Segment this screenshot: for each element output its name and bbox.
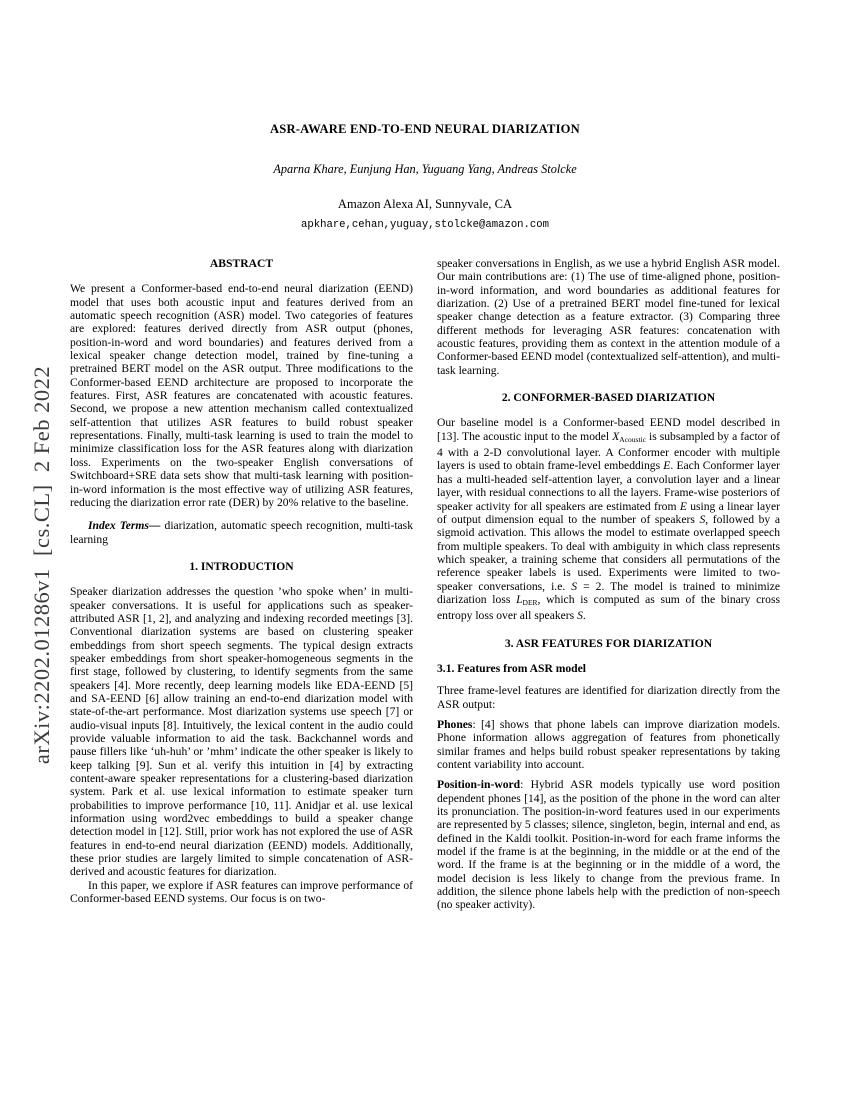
phones-paragraph: Phones: [4] shows that phone labels can improve diarization models. Phone information allows aggregation of features from phonetically similar frames and helps build robust speaker representations by taking content variability into account.	[437, 717, 780, 771]
features-from-asr-subheading: 3.1. Features from ASR model	[437, 661, 586, 675]
two-column-body	[70, 257, 780, 912]
paper-header	[0, 0, 850, 231]
left-column	[70, 257, 413, 912]
introduction-heading: 1. INTRODUCTION	[189, 559, 294, 573]
intro-paragraph-2: In this paper, we explore if ASR features can improve performance of Conformer-based EEND systems. Our focus is on two-	[70, 878, 413, 906]
intro-paragraph-1: Speaker diarization addresses the question ’who spoke when’ in multi-speaker conversations. It is useful for applications such as speaker-attributed ASR [1, 2], and analyzing and indexing recorded meetings [3]. Conventional diarization systems are based on clustering speaker embeddings from short speech segments. The typical design extracts speaker embeddings from short speaker-homogeneous segments in the first stage, followed by clustering, to identify segments from the same speakers [4]. More recently, deep learning models like EDA-EEND [5] and SA-EEND [6] allow training an end-to-end diarization model with state-of-the-art performance. Most diarization systems use speech [7] or audio-visual inputs [8]. Intuitively, the lexical content in the audio could provide valuable information to aid the task. Backchannel words and pause fillers like ‘uh-huh’ or ’mhm’ indicate the other speaker is likely to keep talking [9]. Sun et al. verify this intuition in [4] by extracting content-aware speaker representations for a clustering-based diarization system. Park et al. use lexical information to estimate speaker turn probabilities to improve performance [10, 11]. Anidjar et al. use lexical information using word2vec embeddings to build a speaker change detection model in [12]. Still, prior work has not explored the use of ASR features in end-to-end neural diarization (EEND) models. Additionally, these prior studies are largely limited to simple concatenation of ASR-derived and acoustic features for diarization.	[70, 585, 413, 879]
position-in-word-paragraph: Position-in-word: Hybrid ASR models typically use word position dependent phones [14], as the position of the phone in the word can alter its pronunciation. The position-in-word features used in our experiments are represented by 5 classes; silence, singleton, begin, internal and end, as defined in the Kaldi toolkit. Position-in-word for each frame informs the model if the frame is at the beginning, in the middle or at the end of the word. If the frame is at the beginning or in the middle of a word, the model decision is less likely to change from the previous frame. In addition, the silence phone labels help with the prediction of non-speech (no speaker activity).	[437, 778, 780, 912]
abstract-body: We present a Conformer-based end-to-end neural diarization (EEND) model that uses both acoustic input and features derived from an automatic speech recognition (ASR) model. Two categories of features are explored: features derived directly from ASR output (phones, position-in-word and word boundaries) and features derived from a lexical speaker change detection model, trained by fine-tuning a pretrained BERT model on the ASR output. Three modifications to the Conformer-based EEND architecture are proposed to incorporate the features. First, ASR features are concatenated with acoustic features. Second, we propose a new attention mechanism called contextualized self-attention that utilizes ASR features to build robust speaker representations. Finally, multi-task learning is used to train the model to minimize classification loss for the ASR features along with diarization loss. Experiments on the two-speaker English conversations of Switchboard+SRE data sets show that multi-task learning with position-in-word information is the most effective way of utilizing ASR features, reducing the diarization error rate (DER) by 20% relative to the baseline.	[70, 282, 413, 509]
paper-title: ASR-AWARE END-TO-END NEURAL DIARIZATION	[270, 122, 580, 136]
right-column	[437, 257, 780, 912]
paper-affiliation: Amazon Alexa AI, Sunnyvale, CA	[337, 197, 513, 211]
paper-authors: Aparna Khare, Eunjung Han, Yuguang Yang, Andreas Stolcke	[273, 162, 577, 176]
arxiv-watermark: arXiv:2202.01286v1 [cs.CL] 2 Feb 2022	[29, 365, 54, 765]
conformer-paragraph: Our baseline model is a Conformer-based EEND model described in [13]. The acoustic input to the model XAcoustic is subsampled by a factor of 4 with a 2-D convolutional layer. A Conformer encoder with multiple layers is used to obtain frame-level embeddings E. Each Conformer layer has a multi-headed self-attention layer, a convolution layer and a linear layer, with residual connections to all the layers. Frame-wise posteriors of speaker activity for all speakers are estimated from E using a linear layer of output dimension equal to the number of speakers S, followed by a sigmoid activation. This allows the model to estimate overlapped speech from multiple speakers. To deal with ambiguity in which class represents which speaker, a training scheme that considers all permutations of the reference speaker labels is used. Experiments were limited to two-speaker conversations, i.e. S = 2. The model is trained to minimize diarization loss LDER, which is computed as sum of the binary cross entropy loss over all speakers S.	[437, 416, 781, 623]
paper-email: apkhare,cehan,yuguay,stolcke@amazon.com	[301, 219, 549, 231]
conformer-section-heading: 2. CONFORMER-BASED DIARIZATION	[501, 391, 716, 405]
asr-features-section-heading: 3. ASR FEATURES FOR DIARIZATION	[504, 636, 713, 650]
features-intro-paragraph: Three frame-level features are identified for diarization directly from the ASR output:	[437, 684, 780, 711]
intro-continued-paragraph: speaker conversations in English, as we use a hybrid English ASR model. Our main contributions are: (1) The use of time-aligned phone, position-in-word information, and word boundaries as additional features for diarization. (2) Use of a pretrained BERT model fine-tuned for lexical speaker change detection as a feature extractor. (3) Comparing three different methods for leveraging ASR features: concatenation with acoustic features, providing them as context in the attention module of a Conformer-based EEND model (contextualized self-attention), and multi-task learning.	[437, 257, 780, 377]
index-terms: Index Terms— diarization, automatic speech recognition, multi-task learning	[70, 519, 413, 546]
abstract-heading: ABSTRACT	[209, 257, 274, 270]
